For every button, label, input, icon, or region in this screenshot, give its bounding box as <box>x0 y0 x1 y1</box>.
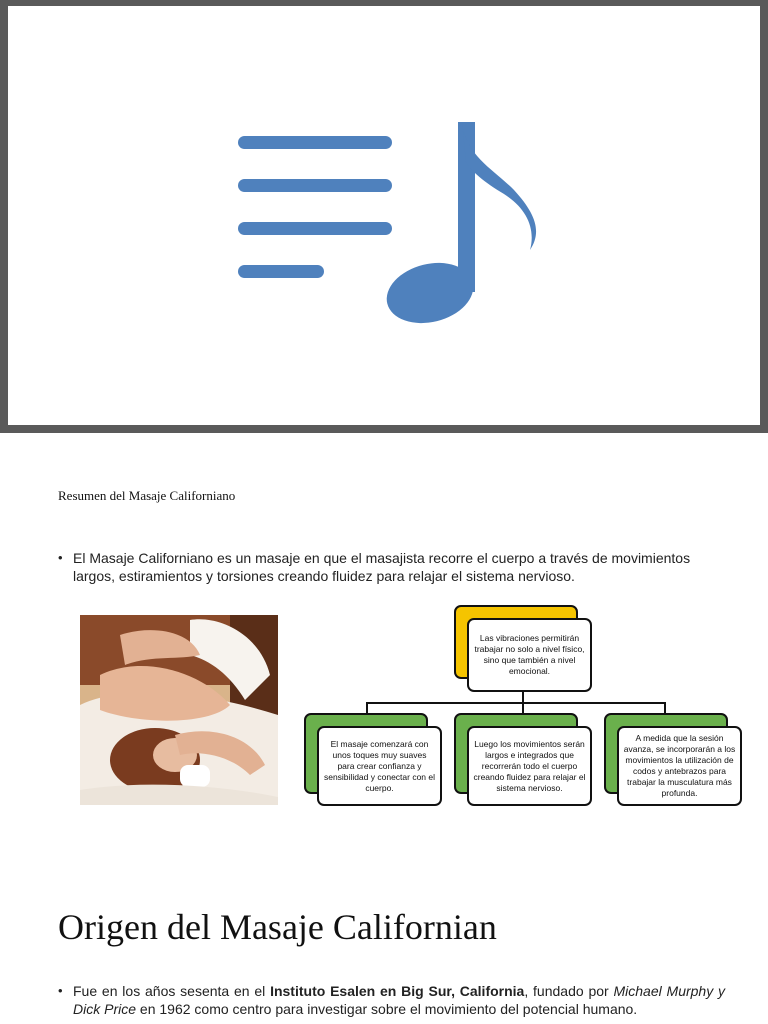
top-node: Las vibraciones permitirán trabajar no solo a nivel físico, sino que también a nivel emocional. <box>467 618 592 692</box>
audio-file-icon <box>230 116 560 331</box>
hierarchy-diagram <box>300 600 760 815</box>
bullet-marker: • <box>58 550 63 565</box>
section-heading: Origen del Masaje Californian <box>58 907 497 947</box>
bullet-text <box>73 982 725 1018</box>
text-run: , fundado por <box>524 983 614 999</box>
summary-title: Resumen del Masaje Californiano <box>58 488 236 503</box>
audio-placeholder[interactable] <box>8 6 760 425</box>
bold-text: Instituto Esalen en Big Sur, California <box>270 983 525 999</box>
text-run: en 1962 como centro para investigar sobre el movimiento del potencial humano. <box>136 1001 638 1017</box>
bullet-marker: • <box>58 983 63 998</box>
text-run: Fue en los años sesenta en el <box>73 983 271 999</box>
italic-text: Michael Murphy y Dick Price <box>73 983 726 1017</box>
child-node-2: Luego los movimientos serán largos e integrados que recorrerán todo el cuerpo creando fluidez para relajar el sistema nervioso. <box>467 726 592 806</box>
audio-placeholder-frame <box>0 0 768 433</box>
massage-photo <box>80 615 278 805</box>
bullet-text: El Masaje Californiano es un masaje en que el masajista recorre el cuerpo a través de movimientos largos, estiramientos y torsiones creando fluidez para relajar el sistema nervioso. <box>73 550 691 584</box>
connector-horizontal <box>366 702 666 704</box>
child-node-1: El masaje comenzará con unos toques muy suaves para crear confianza y sensibilidad y conectar con el cuerpo. <box>317 726 442 806</box>
child-node-3: A medida que la sesión avanza, se incorporarán a los movimientos la utilización de codos y antebrazos para trabajar la musculatura más profunda. <box>617 726 742 806</box>
